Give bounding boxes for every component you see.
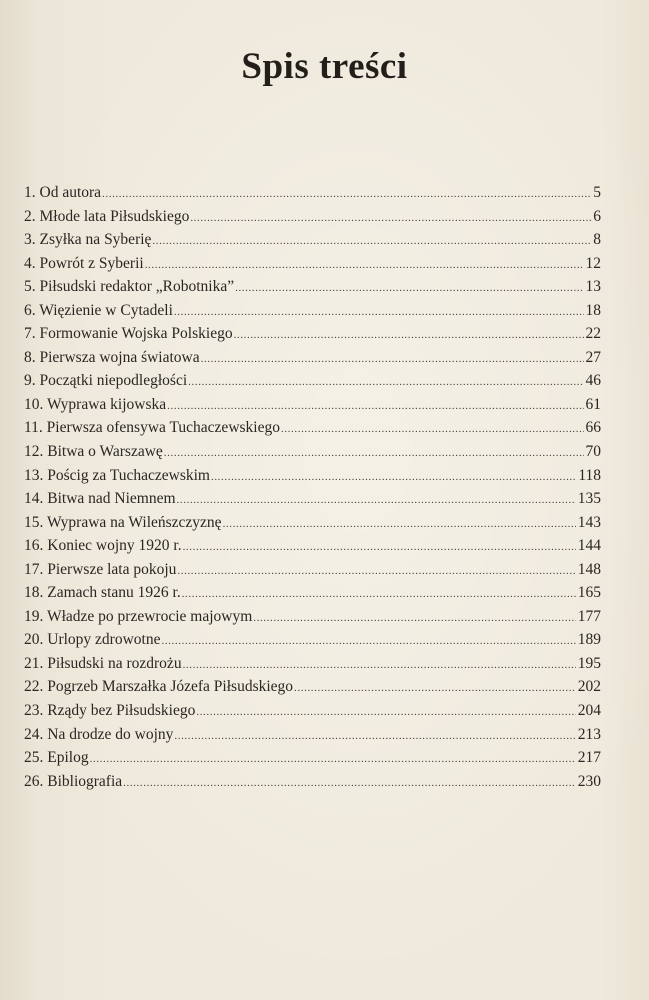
toc-dot-leader [235, 277, 583, 301]
toc-dot-leader [164, 442, 584, 466]
toc-entry-page-number: 46 [585, 372, 601, 390]
toc-dot-leader [90, 748, 576, 772]
toc-entry-page-number: 144 [577, 537, 601, 555]
toc-entry-page-number: 5 [593, 184, 601, 201]
table-of-contents [24, 181, 601, 793]
toc-entry [24, 534, 601, 558]
toc-entry-page-number: 13 [585, 278, 601, 296]
toc-entry-page-number: 177 [577, 607, 601, 625]
toc-entry [24, 181, 601, 205]
toc-entry-title: 6. Więzienie w Cytadeli [24, 301, 173, 319]
toc-entry-title: 8. Pierwsza wojna światowa [24, 348, 200, 366]
toc-entry-page-number: 6 [593, 207, 601, 225]
toc-entry [24, 252, 601, 276]
toc-entry [24, 228, 601, 252]
toc-entry [24, 699, 601, 723]
toc-dot-leader [223, 513, 576, 537]
toc-entry-title: 10. Wyprawa kijowska [24, 395, 167, 413]
toc-entry [24, 628, 601, 652]
toc-dot-leader [294, 677, 576, 701]
toc-dot-leader [177, 489, 576, 513]
toc-entry-page-number: 230 [577, 772, 601, 790]
toc-entry [24, 299, 601, 323]
toc-dot-leader [174, 725, 575, 749]
toc-entry-page-number: 143 [577, 513, 601, 531]
toc-entry [24, 487, 601, 511]
toc-entry [24, 464, 601, 488]
toc-dot-leader [190, 207, 591, 231]
toc-entry [24, 723, 601, 747]
toc-entry [24, 205, 601, 229]
toc-entry [24, 369, 601, 393]
toc-entry-title: 16. Koniec wojny 1920 r. [24, 537, 182, 555]
toc-dot-leader [234, 324, 584, 348]
toc-entry-title: 19. Władze po przewrocie majowym [24, 607, 253, 625]
toc-entry-page-number: 12 [585, 254, 601, 272]
toc-entry-page-number: 165 [577, 584, 601, 602]
toc-entry-title: 13. Pościg za Tuchaczewskim [24, 466, 210, 484]
toc-entry-page-number: 202 [577, 678, 601, 696]
toc-entry-page-number: 70 [585, 443, 601, 461]
toc-entry [24, 581, 601, 605]
toc-entry-title: 24. Na drodze do wojny [24, 725, 174, 743]
toc-dot-leader [196, 701, 575, 725]
toc-dot-leader [167, 395, 583, 419]
toc-entry-page-number: 27 [585, 348, 601, 366]
toc-entry-title: 17. Pierwsze lata pokoju [24, 560, 177, 578]
toc-dot-leader [102, 183, 591, 207]
toc-entry-page-number: 22 [585, 325, 601, 343]
toc-entry-page-number: 148 [577, 560, 601, 578]
toc-entry-title: 25. Epilog [24, 749, 89, 767]
toc-entry-page-number: 135 [577, 490, 601, 508]
toc-entry [24, 746, 601, 770]
toc-dot-leader [183, 654, 576, 678]
toc-entry-title: 21. Piłsudski na rozdrożu [24, 654, 182, 672]
toc-entry [24, 770, 601, 794]
toc-entry-page-number: 18 [585, 301, 601, 319]
toc-entry [24, 322, 601, 346]
toc-entry [24, 416, 601, 440]
toc-dot-leader [253, 607, 575, 631]
toc-entry-title: 14. Bitwa nad Niemnem [24, 490, 176, 508]
toc-entry-title: 3. Zsyłka na Syberię [24, 231, 152, 249]
toc-dot-leader [152, 230, 591, 254]
toc-entry-title: 18. Zamach stanu 1926 r. [24, 584, 181, 602]
toc-dot-leader [188, 371, 583, 395]
toc-entry-title: 15. Wyprawa na Wileńszczyznę [24, 513, 222, 531]
toc-entry-title: 2. Młode lata Piłsudskiego [24, 207, 190, 225]
toc-entry-page-number: 189 [577, 631, 601, 649]
toc-entry-title: 4. Powrót z Syberii [24, 254, 144, 272]
toc-entry-title: 23. Rządy bez Piłsudskiego [24, 702, 196, 720]
toc-entry-page-number: 61 [585, 395, 601, 413]
toc-entry-title: 12. Bitwa o Warszawę [24, 443, 163, 461]
toc-entry [24, 558, 601, 582]
toc-entry [24, 511, 601, 535]
toc-entry-title: 1. Od autora [24, 184, 102, 201]
toc-entry-page-number: 204 [577, 702, 601, 720]
toc-dot-leader [182, 583, 576, 607]
toc-entry-page-number: 8 [593, 231, 601, 249]
toc-entry-title: 9. Początki niepodległości [24, 372, 188, 390]
toc-dot-leader [161, 630, 575, 654]
toc-dot-leader [177, 560, 575, 584]
toc-dot-leader [123, 772, 576, 796]
toc-entry [24, 675, 601, 699]
toc-entry-page-number: 66 [585, 419, 601, 437]
toc-dot-leader [183, 536, 576, 560]
page-title: Spis treści [241, 46, 408, 87]
toc-entry-title: 11. Pierwsza ofensywa Tuchaczewskiego [24, 419, 280, 437]
toc-entry [24, 605, 601, 629]
toc-entry [24, 652, 601, 676]
toc-dot-leader [174, 301, 584, 325]
toc-entry-page-number: 118 [578, 466, 601, 484]
toc-entry-title: 5. Piłsudski redaktor „Robotnika” [24, 278, 235, 296]
toc-entry [24, 440, 601, 464]
toc-entry-title: 26. Bibliografia [24, 772, 123, 790]
toc-entry-title: 20. Urlopy zdrowotne [24, 631, 161, 649]
toc-entry [24, 346, 601, 370]
toc-entry [24, 275, 601, 299]
toc-dot-leader [201, 348, 584, 372]
toc-entry [24, 393, 601, 417]
toc-dot-leader [145, 254, 584, 278]
toc-entry-page-number: 195 [577, 654, 601, 672]
toc-dot-leader [211, 466, 576, 490]
toc-dot-leader [281, 418, 584, 442]
toc-entry-title: 7. Formowanie Wojska Polskiego [24, 325, 233, 343]
toc-entry-page-number: 213 [577, 725, 601, 743]
toc-entry-title: 22. Pogrzeb Marszałka Józefa Piłsudskiego [24, 678, 294, 696]
toc-entry-page-number: 217 [577, 749, 601, 767]
